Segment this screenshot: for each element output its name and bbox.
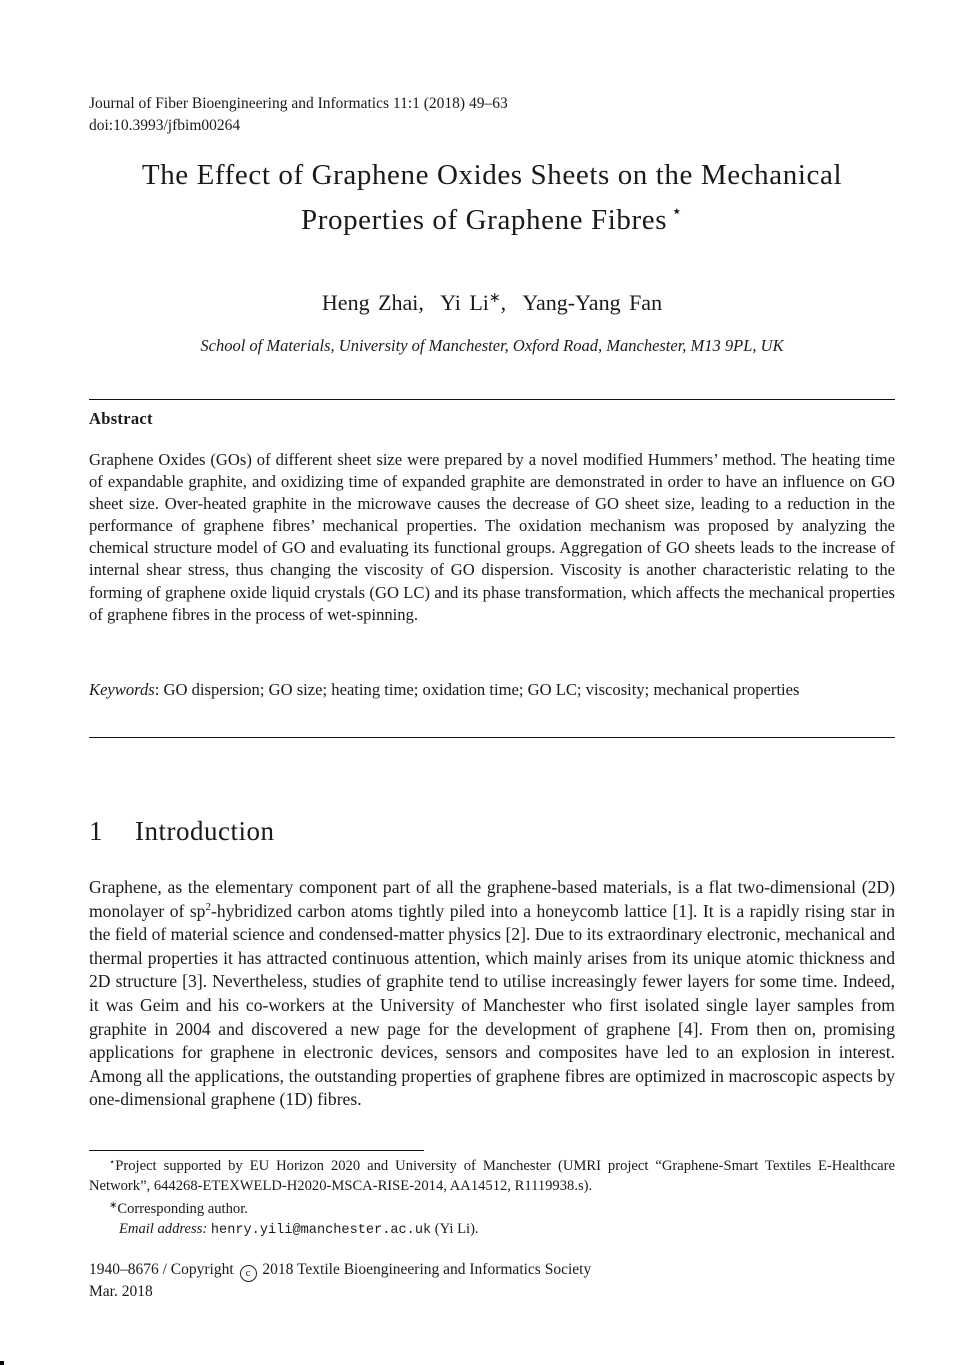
sp2-superscript: 2: [205, 900, 211, 913]
email-footnote: [89, 1220, 895, 1241]
author-list: Heng Zhai, Yi Li∗, Yang-Yang Fan: [321, 290, 663, 315]
paper-title: [79, 157, 905, 238]
corresponding-author-mark[interactable]: ∗: [488, 291, 501, 306]
copyright-icon: c: [240, 1265, 257, 1282]
project-footnote: [89, 1153, 895, 1196]
abstract-text: Graphene Oxides (GOs) of different sheet size were prepared by a novel modified Hummers’ method. The heating time of expandable graphite, and oxidizing time of expanded graphite are demonstrated in order to have an influence on GO sheet size. Over-heated graphite in the microwave causes the decrease of GO sheet size, leading to a reduction in the performance of graphene fibres’ mechanical properties. The oxidation mechanism was proposed by analyzing the chemical structure model of GO and evaluating its functional groups. Aggregation of GO sheets leads to the increase of internal shear stress, thus changing the viscosity of GO dispersion. Viscosity is another characteristic relating to the forming of graphene oxide liquid crystals (GO LC) and its phase transformation, which affects the mechanical properties of graphene fibres in the process of wet-spinning.: [89, 450, 895, 624]
author-name: Yang-Yang Fan: [522, 290, 663, 315]
email-link[interactable]: henry.yili@manchester.ac.uk: [210, 1222, 432, 1238]
corresponding-footnote: [89, 1196, 895, 1220]
title-footnote-mark[interactable]: ⋆: [671, 201, 683, 221]
publication-date: Mar. 2018: [89, 1283, 153, 1300]
section-heading-introduction: [89, 816, 274, 847]
journal-citation: Journal of Fiber Bioengineering and Informatics 11:1 (2018) 49–63: [89, 95, 508, 112]
email-suffix: (Yi Li).: [431, 1220, 479, 1237]
section-title: Introduction: [135, 816, 275, 846]
title-line-1: The Effect of Graphene Oxides Sheets on the Mechanical: [141, 159, 843, 191]
corner-mark: [0, 1361, 4, 1365]
intro-text-part: -hybridized carbon atoms tightly piled into a honeycomb lattice [1]. It is a rapidly rising star in the field of material science and condensed-matter physics [2]. Due to its extraordinary electronic, mechanical and thermal properties it has attracted continuous attention, which mainly arises from its unique atomic thickness and 2D structure [3]. Nevertheless, studies of graphite tend to utilise increasingly fewer layers for some time. Indeed, it was Geim and his co-workers at the University of Manchester who first isolated single layer samples from graphite in 2004 and discovered a new page for the development of graphene [4]. From then on, promising applications for graphene in electronic devices, sensors and composites have led to an explosion in interest. Among all the applications, the outstanding properties of graphene fibres are optimized in macroscopic aspects by one-dimensional graphene (1D) fibres.: [89, 900, 895, 1110]
copyright-block: [89, 1260, 591, 1302]
author-name: Yi Li: [440, 290, 489, 315]
footnote-text: Corresponding author.: [117, 1201, 248, 1217]
keywords-list: : GO dispersion; GO size; heating time; oxidation time; GO LC; viscosity; mechanical properties: [154, 680, 800, 699]
intro-text-part: Graphene, as the elementary component part of all the graphene-based materials, is a flat two-dimensional (2D) monolayer of sp: [89, 877, 895, 921]
email-label: Email address:: [119, 1220, 208, 1237]
doi[interactable]: doi:10.3993/jfbim00264: [89, 117, 241, 134]
title-line-2: Properties of Graphene Fibres: [301, 204, 668, 236]
footnotes: [89, 1153, 895, 1240]
footnote-rule: [89, 1150, 424, 1151]
footnote-mark: ⋆: [109, 1157, 116, 1168]
abstract-top-rule: [89, 399, 895, 400]
keywords-label: Keywords: [89, 680, 155, 699]
author-name: Heng Zhai: [321, 290, 419, 315]
footnote-text: Project supported by EU Horizon 2020 and University of Manchester (UMRI project “Graphene-Smart Textiles E-Healthcare Network”, 644268-ETEXWELD-H2020-MSCA-RISE-2014, AA14512, R1119938.s).: [89, 1158, 895, 1194]
introduction-text: [89, 876, 895, 1112]
journal-header: [89, 93, 508, 137]
keywords: [89, 679, 895, 701]
copyright-holder: 2018 Textile Bioengineering and Informatics Society: [262, 1261, 592, 1278]
affiliation: School of Materials, University of Manchester, Oxford Road, Manchester, M13 9PL, UK: [200, 336, 784, 355]
abstract-heading: Abstract: [89, 409, 153, 428]
abstract-bottom-rule: [89, 737, 895, 738]
section-number: 1: [89, 816, 103, 846]
issn-copyright: 1940–8676 / Copyright: [89, 1261, 234, 1278]
footnote-mark: ∗: [109, 1200, 118, 1211]
